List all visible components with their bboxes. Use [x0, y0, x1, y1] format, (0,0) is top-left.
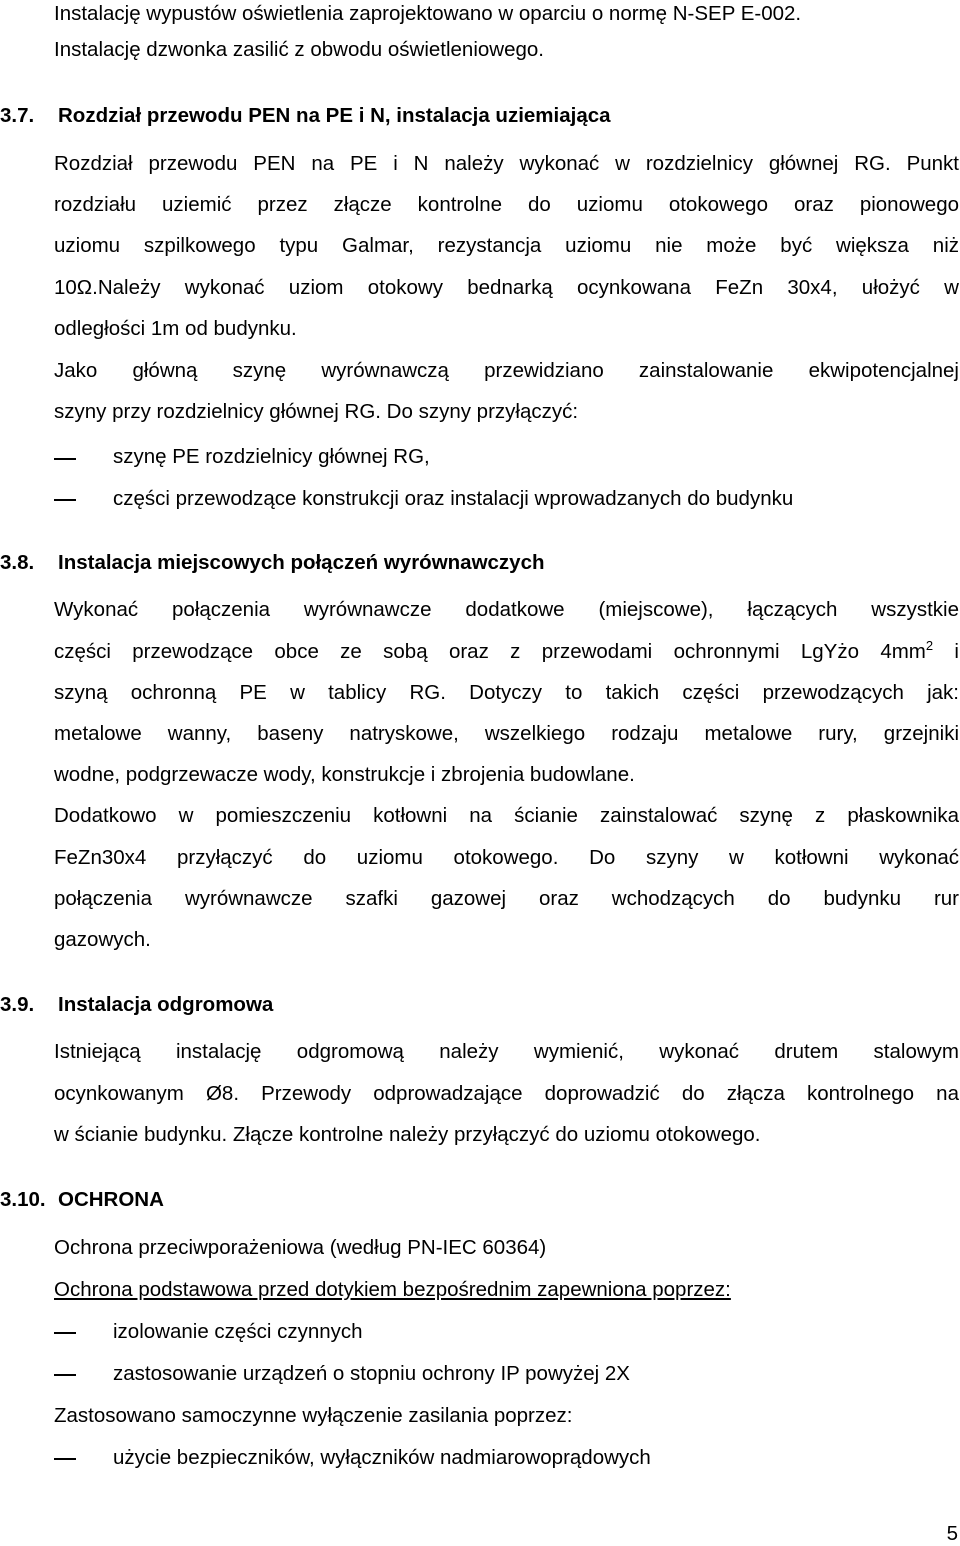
dash-bullet-icon: [54, 499, 76, 501]
paragraph-line: Zastosowano samoczynne wyłączenie zasilania poprzez:: [54, 1404, 573, 1427]
paragraph-line: [54, 638, 959, 666]
section-number: 3.9.: [0, 993, 35, 1016]
paragraph-line: rozdziału uziemić przez złącze kontrolne do uziomu otokowego oraz pionowego: [54, 193, 959, 216]
section-title: Rozdział przewodu PEN na PE i N, instalacja uziemiająca: [58, 104, 611, 127]
paragraph-line: szyny przy rozdzielnicy głównej RG. Do szyny przyłączyć:: [54, 400, 579, 423]
paragraph-line: 10Ω.Należy wykonać uziom otokowy bednarką ocynkowana FeZn 30x4, ułożyć w: [54, 276, 959, 299]
section-title: Instalacja odgromowa: [58, 993, 274, 1016]
page-number: 5: [946, 1522, 958, 1545]
dash-bullet-icon: [54, 1458, 76, 1460]
paragraph-line: ocynkowanym Ø8. Przewody odprowadzające doprowadzić do złącza kontrolnego na: [54, 1082, 959, 1105]
underlined-line: Ochrona podstawowa przed dotykiem bezpośrednim zapewniona poprzez:: [54, 1278, 731, 1301]
section-title: OCHRONA: [58, 1188, 164, 1211]
paragraph-line: uziomu szpilkowego typu Galmar, rezystancja uziomu nie może być większa niż: [54, 234, 959, 257]
paragraph-line: wodne, podgrzewacze wody, konstrukcje i zbrojenia budowlane.: [54, 763, 635, 786]
paragraph-line: Istniejącą instalację odgromową należy wymienić, wykonać drutem stalowym: [54, 1040, 959, 1063]
paragraph-line: szyną ochronną PE w tablicy RG. Dotyczy to takich części przewodzących jak:: [54, 681, 959, 704]
list-item: zastosowanie urządzeń o stopniu ochrony IP powyżej 2X: [113, 1362, 630, 1385]
paragraph-line: metalowe wanny, baseny natryskowe, wszelkiego rodzaju metalowe rury, grzejniki: [54, 722, 959, 745]
intro-line-2: Instalację dzwonka zasilić z obwodu oświetleniowego.: [54, 38, 544, 61]
superscript: 2: [925, 638, 934, 653]
list-item: izolowanie części czynnych: [113, 1320, 363, 1343]
section-number: 3.7.: [0, 104, 35, 127]
paragraph-line: gazowych.: [54, 928, 151, 951]
paragraph-line: połączenia wyrównawcze szafki gazowej oraz wchodzących do budynku rur: [54, 887, 959, 910]
section-number: 3.8.: [0, 551, 35, 574]
paragraph-line: Rozdział przewodu PEN na PE i N należy wykonać w rozdzielnicy głównej RG. Punkt: [54, 152, 959, 175]
dash-bullet-icon: [54, 458, 76, 460]
dash-bullet-icon: [54, 1332, 76, 1334]
paragraph-line: Wykonać połączenia wyrównawcze dodatkowe (miejscowe), łączących wszystkie: [54, 598, 959, 621]
paragraph-line: odległości 1m od budynku.: [54, 317, 297, 340]
paragraph-line: FeZn30x4 przyłączyć do uziomu otokowego. Do szyny w kotłowni wykonać: [54, 846, 959, 869]
intro-line-1: Instalację wypustów oświetlenia zaprojektowano w oparciu o normę N-SEP E-002.: [54, 2, 802, 25]
paragraph-line: w ścianie budynku. Złącze kontrolne należy przyłączyć do uziomu otokowego.: [54, 1123, 761, 1146]
section-number: 3.10.: [0, 1188, 46, 1211]
line-text: i: [933, 640, 959, 663]
list-item: części przewodzące konstrukcji oraz instalacji wprowadzanych do budynku: [113, 487, 794, 510]
dash-bullet-icon: [54, 1374, 76, 1376]
list-item: szynę PE rozdzielnicy głównej RG,: [113, 445, 430, 468]
section-title: Instalacja miejscowych połączeń wyrównawczych: [58, 551, 545, 574]
paragraph-line: Jako główną szynę wyrównawczą przewidziano zainstalowanie ekwipotencjalnej: [54, 359, 959, 382]
line-text: części przewodzące obce ze sobą oraz z przewodami ochronnymi LgYżo 4mm: [54, 640, 926, 663]
paragraph-line: Ochrona przeciwporażeniowa (według PN-IEC 60364): [54, 1236, 547, 1259]
paragraph-line: Dodatkowo w pomieszczeniu kotłowni na ścianie zainstalować szynę z płaskownika: [54, 804, 959, 827]
list-item: użycie bezpieczników, wyłączników nadmiarowoprądowych: [113, 1446, 651, 1469]
